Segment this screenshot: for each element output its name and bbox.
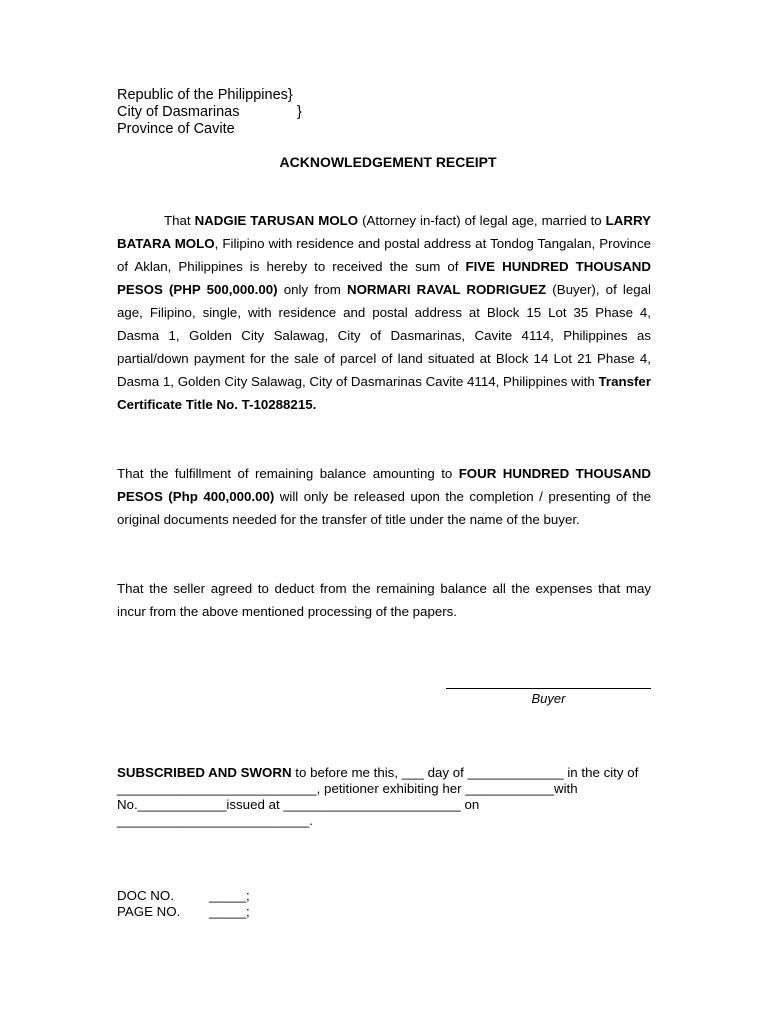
notarial-register <box>117 888 250 920</box>
header-line-province <box>117 121 302 138</box>
header-line-republic <box>117 87 302 104</box>
amount-received: FIVE HUNDRED THOUSAND PESOS (PHP 500,000.00) <box>117 259 651 297</box>
page-no-row <box>117 904 250 920</box>
doc-no-row <box>117 888 250 904</box>
header-city-text: City of Dasmarinas <box>117 104 240 120</box>
paragraph-balance <box>117 462 651 531</box>
paragraph-text: That the fulfillment of remaining balance amounting to <box>117 466 459 481</box>
page-no-blank: _____; <box>209 904 250 919</box>
buyer-signature-block <box>446 676 651 706</box>
signature-line <box>446 676 651 689</box>
venue-header <box>117 87 302 138</box>
jurat-text: to before me this, ___ day of _____________ in the city of ___________________________, petitioner exhibiting her ____________with No.____________issued at ________________________ on __________________________. <box>117 765 639 828</box>
paragraph-text: (Attorney in-fact) of legal age, married to <box>358 213 606 228</box>
jurat-section <box>117 765 651 829</box>
attorney-name: NADGIE TARUSAN MOLO <box>194 213 359 228</box>
page-no-label: PAGE NO. <box>117 904 181 919</box>
header-line-city <box>117 104 302 121</box>
paragraph-receipt <box>117 209 651 416</box>
buyer-name: NORMARI RAVAL RODRIGUEZ <box>346 282 547 297</box>
document-title-text: ACKNOWLEDGEMENT RECEIPT <box>279 154 497 170</box>
remaining-balance: FOUR HUNDRED THOUSAND PESOS (Php 400,000.00) <box>117 466 651 504</box>
signature-label: Buyer <box>531 691 566 706</box>
document-title <box>0 154 768 170</box>
principal-name: LARRY BATARA MOLO <box>117 213 651 251</box>
header-republic-text: Republic of the Philippines <box>117 87 288 103</box>
paragraph-expenses: That the seller agreed to deduct from the remaining balance all the expenses that may incur from the above mentioned processing of the papers. <box>117 581 651 619</box>
paragraph-text: only from <box>277 282 347 297</box>
paragraph-text: That <box>164 213 195 228</box>
paragraph-text: will only be released upon the completion / presenting of the original documents needed for the transfer of title under the name of the buyer. <box>117 489 651 527</box>
header-brace: } <box>297 104 302 120</box>
paragraph-text: (Buyer), of legal age, Filipino, single, with residence and postal address at Block 15 Lot 35 Phase 4, Dasma 1, Golden City Salawag, City of Dasmarinas, Cavite 4114, Philippines as partial/down payment for the sale of parcel of land situated at Block 14 Lot 21 Phase 4, Dasma 1, Golden City Salawag, City of Dasmarinas Cavite 4114, Philippines with <box>117 282 652 389</box>
paragraph-text: , Filipino with residence and postal address at Tondog Tangalan, Province of Aklan, Philippines is hereby to received the sum of <box>117 236 651 274</box>
header-province-text: Province of Cavite <box>117 121 235 137</box>
doc-no-label: DOC NO. <box>117 888 174 903</box>
doc-no-blank: _____; <box>209 888 250 903</box>
title-number: Transfer Certificate Title No. T-10288215. <box>117 374 651 412</box>
header-brace: } <box>287 87 293 103</box>
jurat-heading: SUBSCRIBED AND SWORN <box>117 765 292 780</box>
